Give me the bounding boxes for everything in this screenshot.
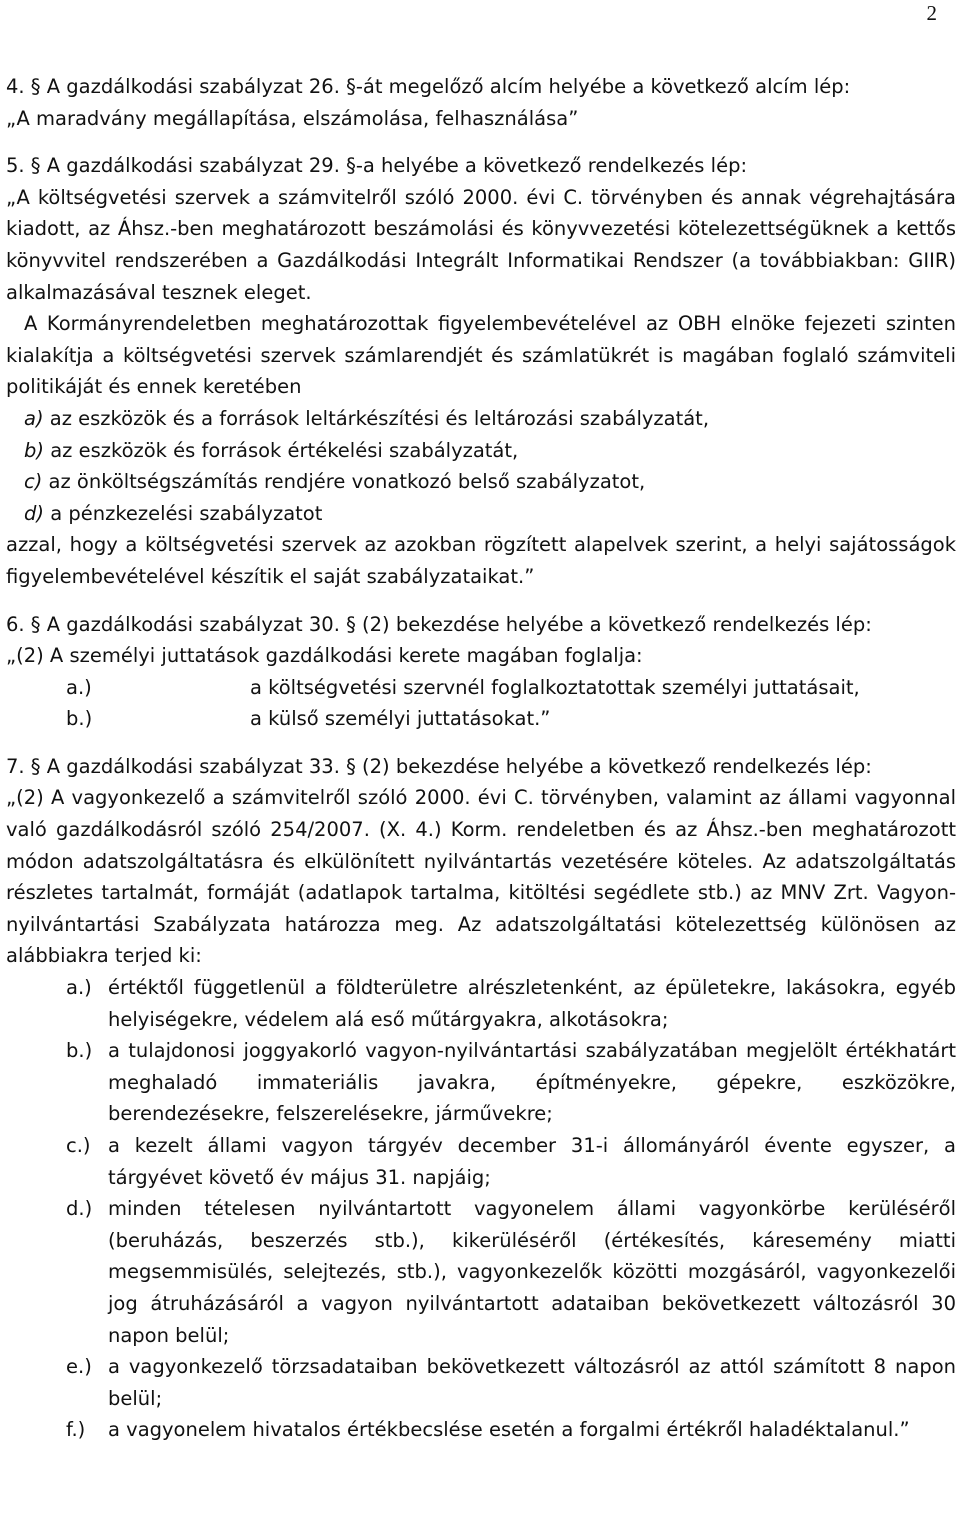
item-text: a kezelt állami vagyon tárgyév december 31-i állományáról évente egyszer, a tárgyévet követő év május 31. napjáig; [108,1134,956,1189]
section-5-para-3: azzal, hogy a költségvetési szervek az azokban rögzített alapelvek szerint, a helyi sajátosságok figyelembevételével készítik el saját szabályzataikat.” [6,533,956,588]
section-6-quote: „(2) A személyi juttatások gazdálkodási kerete magában foglalja: [6,644,643,668]
item-label: f.) [66,1418,86,1442]
document-body [6,71,956,1446]
item-text: a vagyonkezelő törzsadataiban bekövetkezett változásról az attól számított 8 napon belül; [108,1355,956,1410]
item-label: a) [24,406,44,430]
section-5-item-b [6,435,956,467]
item-text: a külső személyi juttatásokat.” [250,707,551,731]
item-text: az eszközök és a források leltárkészítési és leltározási szabályzatát, [43,406,710,430]
item-label: b) [24,438,44,462]
section-7-item-e [6,1351,956,1414]
item-label: c) [24,470,43,494]
item-label: d.) [66,1197,93,1221]
item-text: az eszközök és források értékelési szabályzatát, [44,438,519,462]
page-number: 2 [926,1,937,25]
section-5-para-1: „A költségvetési szervek a számvitelről szóló 2000. évi C. törvényben és annak végrehajtására kiadott, az Áhsz.-ben meghatározott beszámolási és könyvvezetési kötelezettségüknek a kettős könyvvitel rendszerében a Gazdálkodási Integrált Informatikai Rendszer (a továbbiakban: GIIR) alkalmazásával tesznek eleget. [6,185,956,304]
item-text: a tulajdonosi joggyakorló vagyon-nyilvántartási szabályzatában megjelölt értékhatárt meghaladó immateriális javakra, építményekre, gépekre, eszközökre, berendezésekre, felszerelésekre, járművekre; [108,1039,956,1126]
section-5-item-c [6,466,956,498]
item-text: értéktől függetlenül a földterületre alrészletenként, az épületekre, lakásokra, egyéb helyiségekre, védelem alá eső műtárgyakra, alkotásokra; [108,976,956,1031]
section-7-item-d [6,1193,956,1351]
section-7-item-b [6,1035,956,1130]
item-text: a költségvetési szervnél foglalkoztatottak személyi juttatásait, [250,675,860,699]
item-label: a.) [66,675,92,699]
item-label: a.) [66,976,92,1000]
item-label: d) [24,501,44,525]
section-7-item-a [6,972,956,1035]
section-5-item-d [6,498,956,530]
spacer [6,134,956,150]
section-4-quote: „A maradvány megállapítása, elszámolása, felhasználása” [6,106,579,130]
section-5-item-a [6,403,956,435]
section-6-heading: 6. § A gazdálkodási szabályzat 30. § (2) bekezdése helyébe a következő rendelkezés lép: [6,612,872,636]
item-label: c.) [66,1134,91,1157]
section-6-item-a [6,672,956,704]
section-7-para-1: „(2) A vagyonkezelő a számvitelről szóló 2000. évi C. törvényben, valamint az állami vagyonnal való gazdálkodásról szóló 254/2007. (X. 4.) Korm. rendeletben és az Áhsz.-ben meghatározott módon adatszolgáltatásra és elkülönített nyilvántartás vezetésére köteles. Az adatszolgáltatás részletes tartalmát, formáját (adatlapok tartalma, kitöltési segédlete stb.) az MNV Zrt. Vagyon-nyilvántartási Szabályzata határozza meg. Az adatszolgáltatási kötelezettség különösen az alábbiakra terjed ki: [6,786,956,968]
section-7-item-f [6,1414,956,1446]
item-label: b.) [66,1039,93,1063]
item-text: minden tételesen nyilvántartott vagyonelem állami vagyonkörbe kerüléséről (beruházás, beszerzés stb.), kikerüléséről (értékesítés, káresemény miatti megsemmisülés, selejtezés, stb.), vagyonkezelők közötti mozgásáról, vagyonkezelői jog átruházásáról a vagyon nyilvántartott adataiban bekövetkezett változásról 30 napon belül; [108,1197,956,1347]
section-6-item-b [6,703,956,735]
item-label: e.) [66,1355,92,1379]
item-text: a pénzkezelési szabályzatot [44,501,323,525]
spacer [6,593,956,609]
section-7-heading: 7. § A gazdálkodási szabályzat 33. § (2) bekezdése helyébe a következő rendelkezés lép: [6,754,872,778]
item-text: a vagyonelem hivatalos értékbecslése esetén a forgalmi értékről haladéktalanul.” [108,1418,910,1442]
section-4-heading: 4. § A gazdálkodási szabályzat 26. §-át megelőző alcím helyébe a következő alcím lép: [6,75,851,98]
item-label: b.) [66,707,93,731]
section-5-heading: 5. § A gazdálkodási szabályzat 29. §-a helyébe a következő rendelkezés lép: [6,154,748,178]
spacer [6,735,956,751]
section-5-para-2: A Kormányrendeletben meghatározottak figyelembevételével az OBH elnöke fejezeti szinten kialakítja a költségvetési szervek számlarendjét és számlatükrét is magában foglaló számviteli politikáját és ennek keretében [6,312,956,399]
item-text: az önköltségszámítás rendjére vonatkozó belső szabályzatot, [42,470,646,494]
section-7-item-c [6,1130,956,1193]
